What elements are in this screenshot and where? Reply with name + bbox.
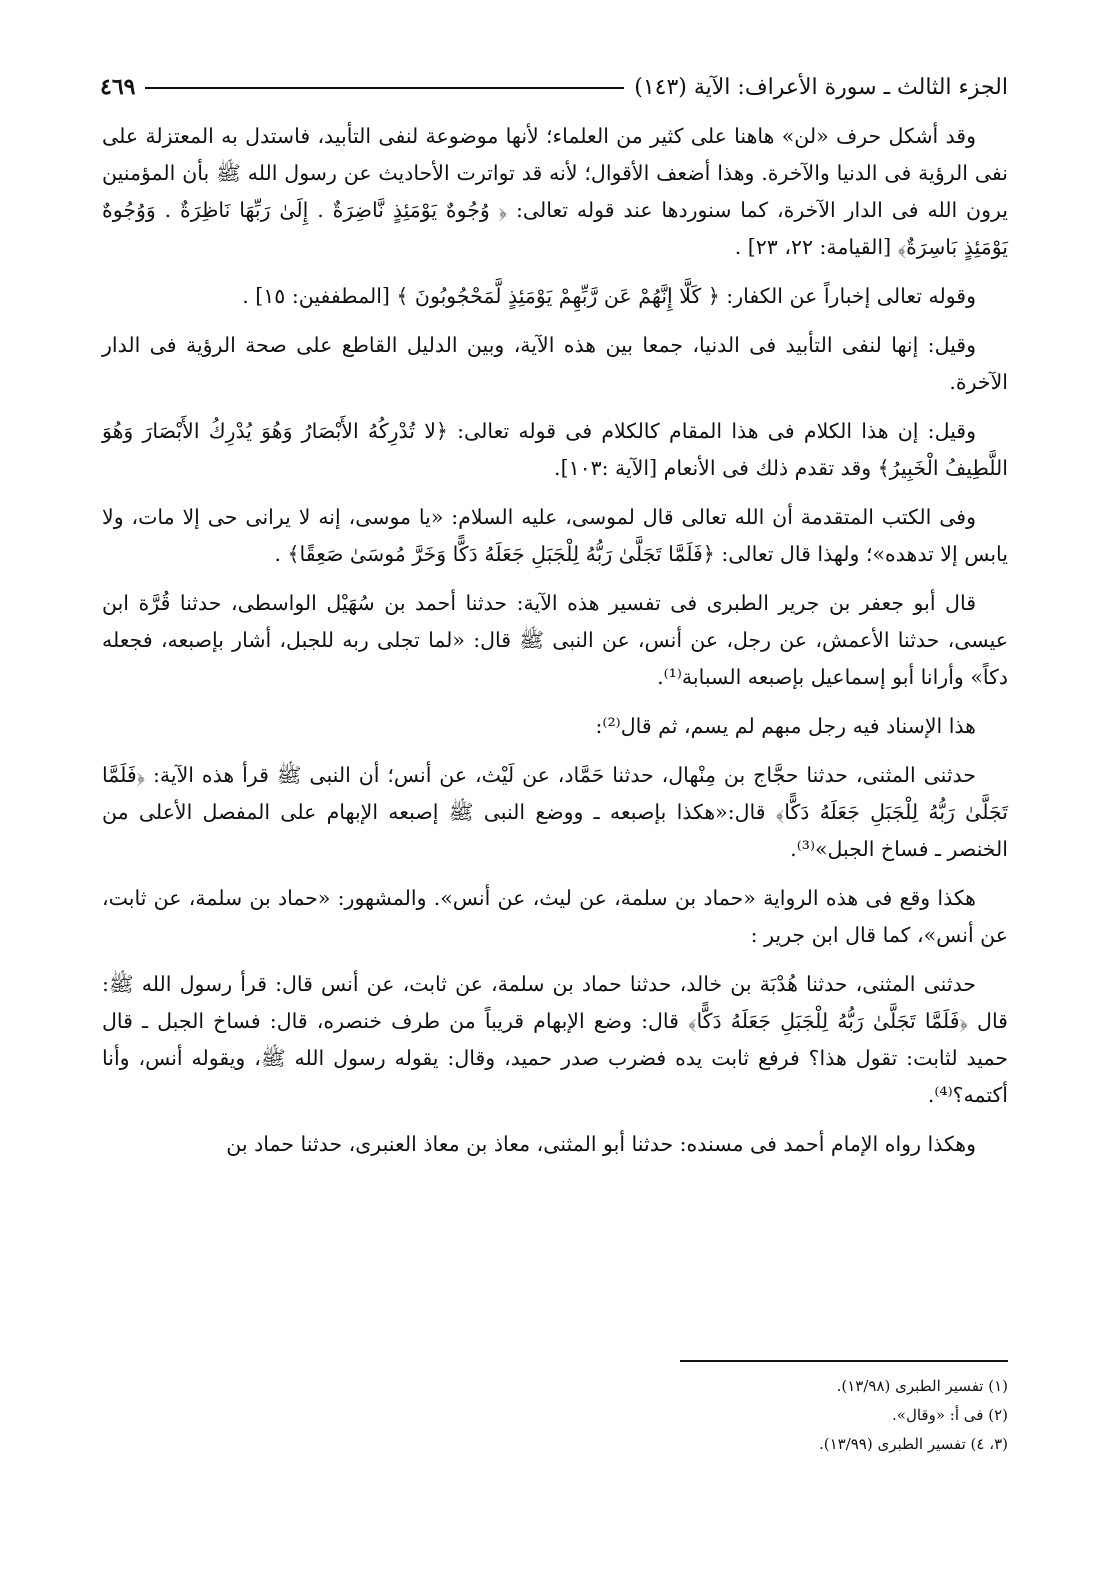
page-number: ٤٦٩ — [100, 74, 136, 100]
footnotes — [408, 1372, 1008, 1459]
footnote: (٢) فى أ: «وقال». — [892, 1406, 1008, 1424]
paragraph: حدثنى المثنى، حدثنا هُدْبَة بن خالد، حدثنا حماد بن سلمة، عن ثابت، عن أنس قال: قرأ رسول الله ﷺ: قال ﴿فَلَمَّا تَجَلَّىٰ رَبُّهُ لِلْجَبَلِ جَعَلَهُ دَكًّا﴾ قال: وضع الإبهام قريباً من طرف خنصره، قال: فساخ الجبل ـ قال حميد لثابت: تقول هذا؟ فرفع ثابت يده فضرب صدر حميد، وقال: يقوله رسول الله ﷺ، ويقوله أنس، وأنا أكتمه؟⁽⁴⁾. — [102, 972, 1008, 1107]
paragraph: وهكذا رواه الإمام أحمد فى مسنده: حدثنا أبو المثنى، معاذ بن معاذ العنبرى، حدثنا حماد بن — [226, 1132, 976, 1156]
main-text — [102, 118, 1008, 1175]
footnote-separator — [680, 1360, 1008, 1362]
paragraph: وفى الكتب المتقدمة أن الله تعالى قال لموسى، عليه السلام: «يا موسى، إنه لا يرانى حى إلا مات، ولا يابس إلا تدهده»؛ ولهذا قال تعالى: ﴿فَلَمَّا تَجَلَّىٰ رَبُّهُ لِلْجَبَلِ جَعَلَهُ دَكًّا وَخَرَّ مُوسَىٰ صَعِقًا﴾ . — [102, 505, 1008, 566]
paragraph: حدثنى المثنى، حدثنا حجَّاج بن مِنْهال، حدثنا حَمَّاد، عن لَيْث، عن أنس؛ أن النبى ﷺ قرأ هذه الآية: ﴿فَلَمَّا تَجَلَّىٰ رَبُّهُ لِلْجَبَلِ جَعَلَهُ دَكًّا﴾ قال:«هكذا بإصبعه ـ ووضع النبى ﷺ إصبعه الإبهام على المفصل الأعلى من الخنصر ـ فساخ الجبل»⁽³⁾. — [102, 763, 1008, 861]
header-title: الجزء الثالث ـ سورة الأعراف: الآية (١٤٣) — [634, 74, 1008, 100]
footnote: (١) تفسير الطبرى (١٣/٩٨). — [836, 1377, 1008, 1395]
paragraph: هكذا وقع فى هذه الرواية «حماد بن سلمة، عن ليث، عن أنس». والمشهور: «حماد بن سلمة، عن ثابت، عن أنس»، كما قال ابن جرير : — [102, 886, 1008, 947]
header-rule — [145, 87, 624, 89]
paragraph: وقد أشكل حرف «لن» هاهنا على كثير من العلماء؛ لأنها موضوعة لنفى التأبيد، فاستدل به المعتزلة على نفى الرؤية فى الدنيا والآخرة. وهذا أضعف الأقوال؛ لأنه قد تواترت الأحاديث عن رسول الله ﷺ بأن المؤمنين يرون الله فى الدار الآخرة، كما سنوردها عند قوله تعالى: ﴿ وُجُوهٌ يَوْمَئِذٍ نَّاضِرَةٌ . إِلَىٰ رَبِّهَا نَاظِرَةٌ . وَوُجُوهٌ يَوْمَئِذٍ بَاسِرَةٌ﴾ [القيامة: ٢٢، ٢٣] . — [102, 124, 1009, 259]
paragraph: هذا الإسناد فيه رجل مبهم لم يسم، ثم قال⁽²⁾: — [595, 714, 976, 738]
running-header — [100, 70, 1008, 104]
footnote: (٣، ٤) تفسير الطبرى (١٣/٩٩). — [818, 1435, 1008, 1453]
paragraph: وقيل: إن هذا الكلام فى هذا المقام كالكلام فى قوله تعالى: ﴿لا تُدْرِكُهُ الأَبْصَارُ وَهُوَ يُدْرِكُ الأَبْصَارَ وَهُوَ اللَّطِيفُ الْخَبِيرُ﴾ وقد تقدم ذلك فى الأنعام [الآية :١٠٣]. — [102, 419, 1008, 480]
paragraph: وقيل: إنها لنفى التأبيد فى الدنيا، جمعا بين هذه الآية، وبين الدليل القاطع على صحة الرؤية فى الدار الآخرة. — [102, 333, 1008, 394]
paragraph: قال أبو جعفر بن جرير الطبرى فى تفسير هذه الآية: حدثنا أحمد بن سُهَيْل الواسطى، حدثنا قُرَّة ابن عيسى، حدثنا الأعمش، عن رجل، عن أنس، عن النبى ﷺ قال: «لما تجلى ربه للجبل، أشار بإصبعه، فجعله دكاً» وأرانا أبو إسماعيل بإصبعه السبابة⁽¹⁾. — [102, 591, 1008, 689]
paragraph: وقوله تعالى إخباراً عن الكفار: ﴿ كَلَّا إِنَّهُمْ عَن رَّبِّهِمْ يَوْمَئِذٍ لَّمَحْجُوبُونَ ﴾ [المطففين: ١٥] . — [242, 284, 976, 308]
